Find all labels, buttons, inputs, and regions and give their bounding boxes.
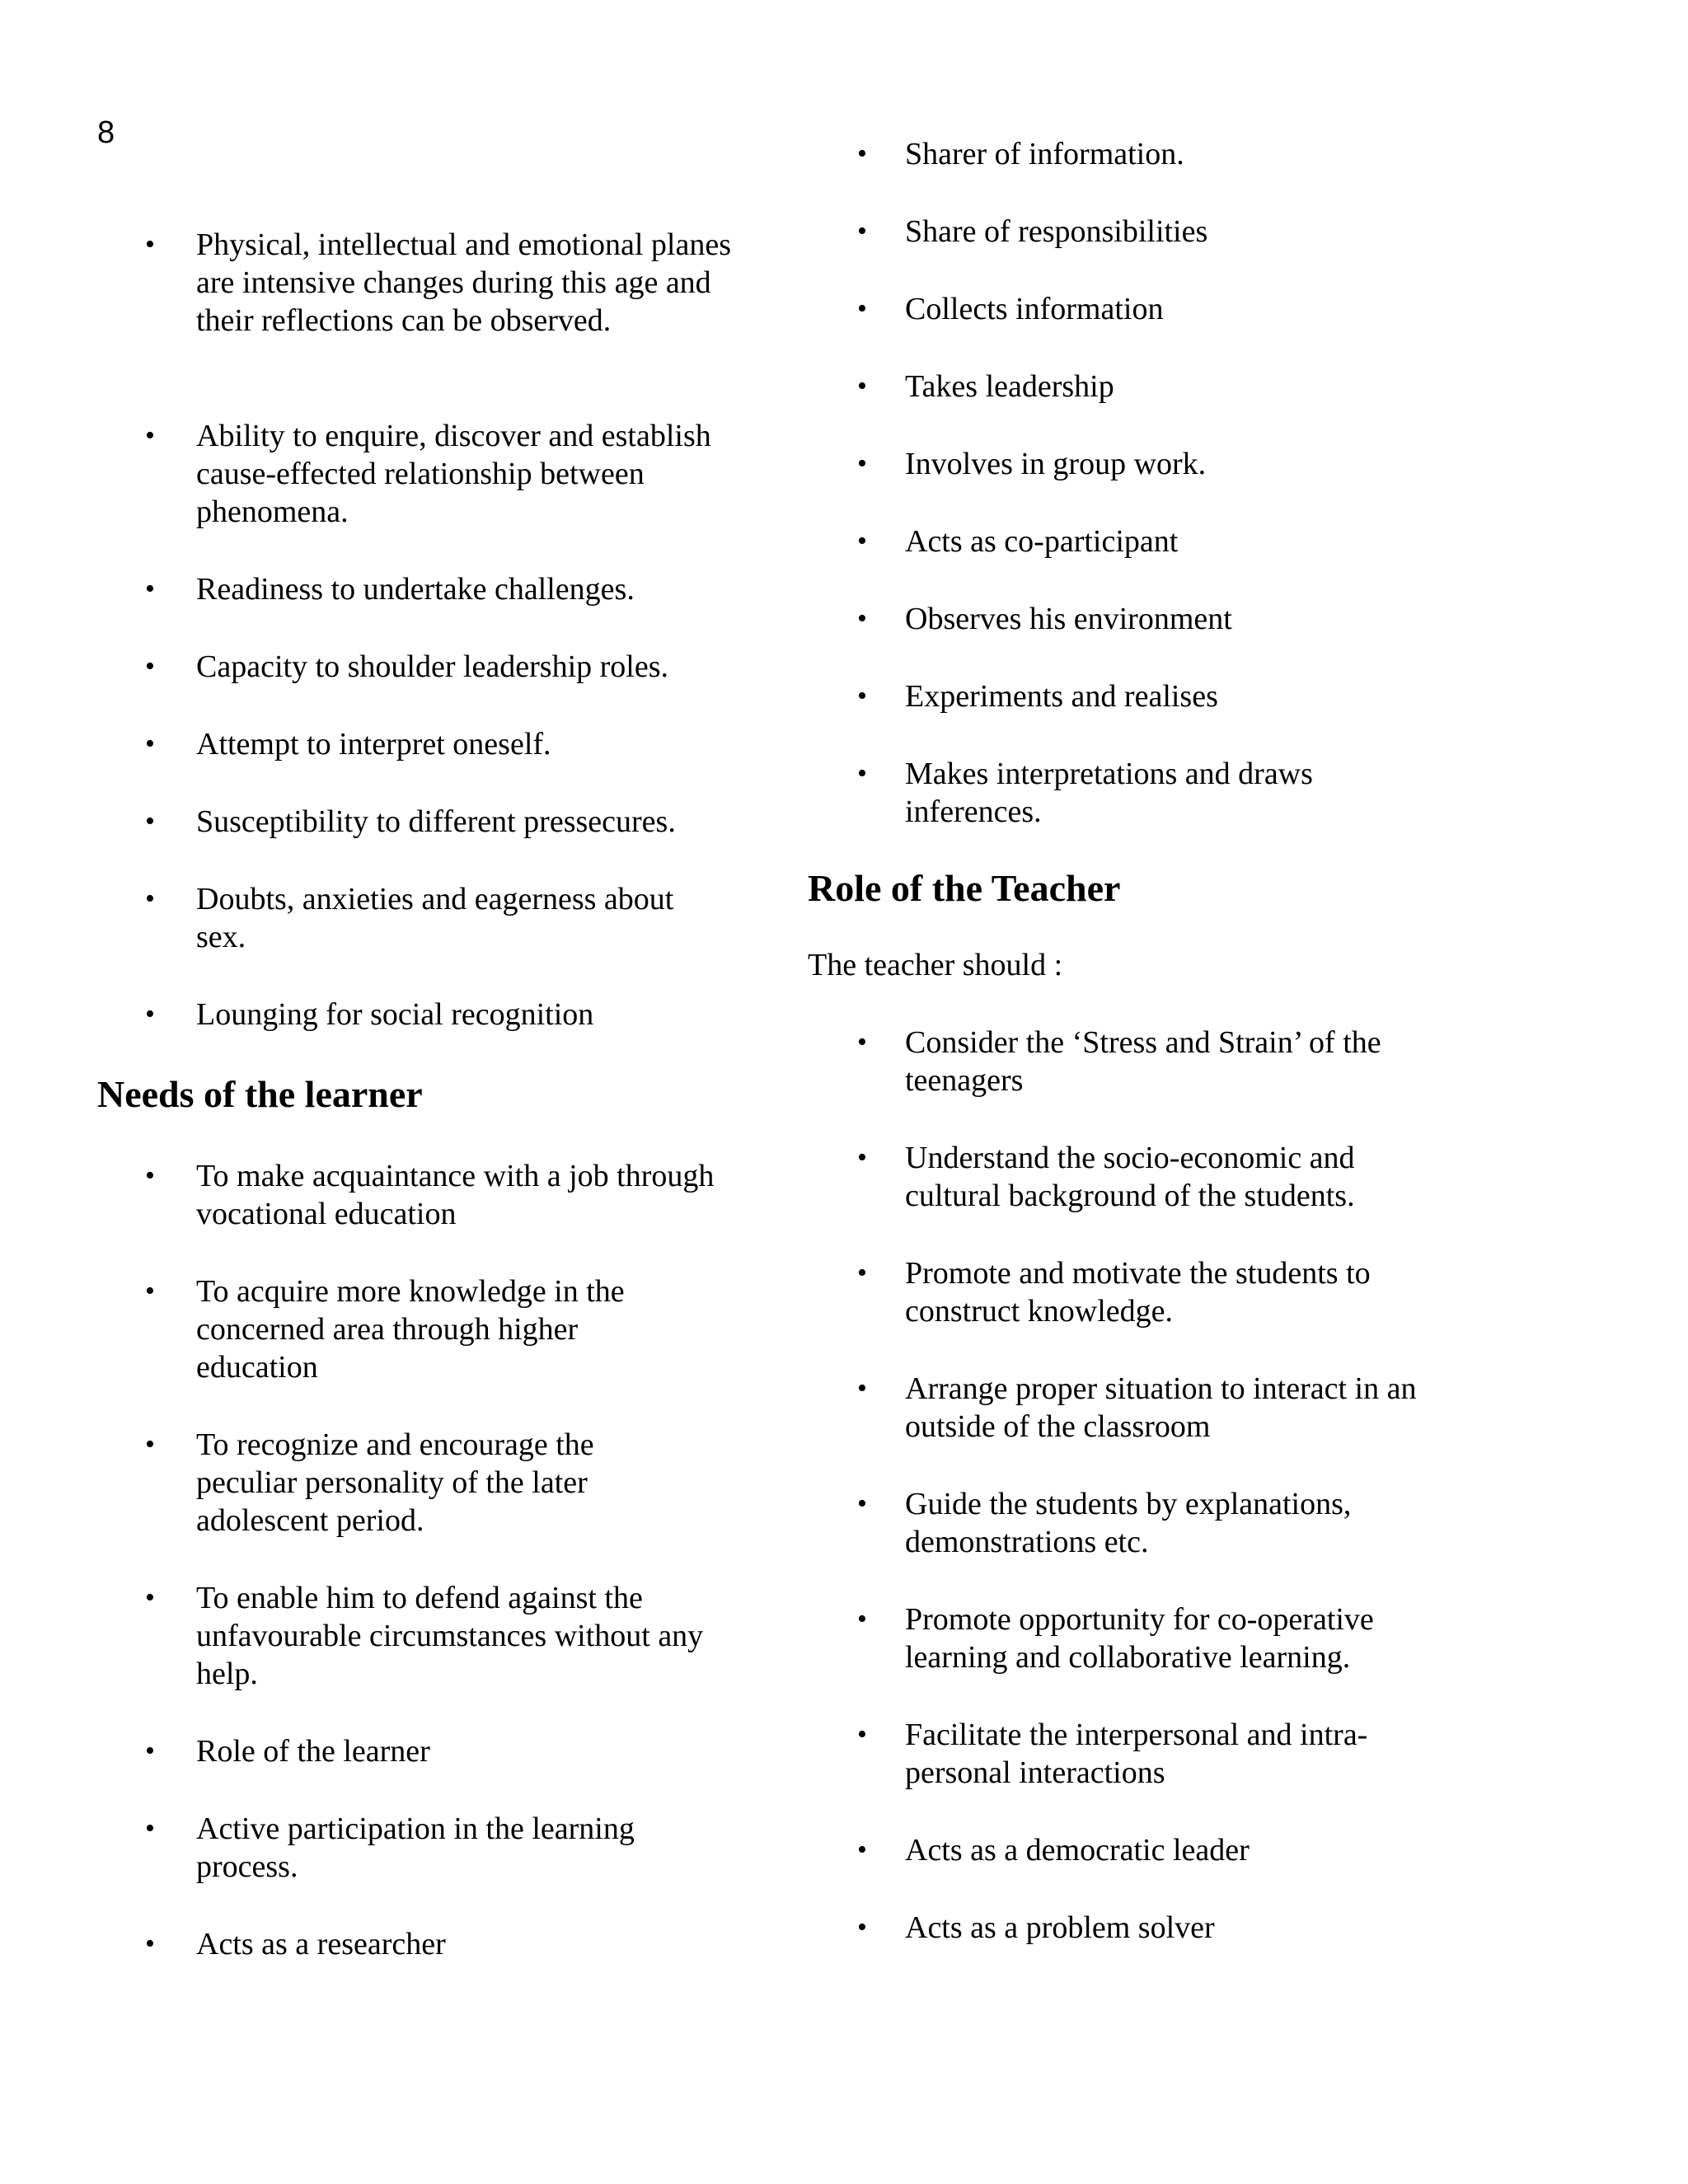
list-item: • Acts as a problem solver xyxy=(857,1910,1215,1945)
page-number: 8 xyxy=(97,115,115,150)
needs-list-5 xyxy=(97,1732,740,1810)
list-item: • Acts as a democratic leader xyxy=(857,1833,1250,1868)
bullet-icon: • xyxy=(857,216,867,246)
list-item: • Takes leadership xyxy=(857,369,1114,404)
learner-roles-list-8 xyxy=(808,677,1434,755)
list-item: • Observes his environment xyxy=(857,602,1232,636)
needs-list-7 xyxy=(97,1925,740,2003)
bullet-icon: • xyxy=(145,1929,155,1959)
bullet-icon: • xyxy=(857,1604,867,1634)
bullet-icon: • xyxy=(857,448,867,479)
bullet-icon: • xyxy=(857,603,867,634)
bullet-icon: • xyxy=(857,1142,867,1173)
bullet-icon: • xyxy=(857,1912,867,1943)
list-item: • To recognize and encourage the peculiar personality of the later adolescent period. xyxy=(145,1427,594,1538)
list-item: • To make acquaintance with a job through vocational education xyxy=(145,1159,715,1231)
teacher-roles-list-2 xyxy=(808,1139,1418,1254)
list-item: • Acts as co-participant xyxy=(857,524,1179,559)
bullet-icon: • xyxy=(857,1027,867,1057)
list-item: • Doubts, anxieties and eagerness about sex. xyxy=(145,882,674,954)
list-item: • Share of responsibilities xyxy=(857,214,1208,249)
bullet-icon: • xyxy=(145,883,155,914)
teacher-roles-list-6 xyxy=(808,1601,1434,1716)
characteristics-list-5 xyxy=(97,725,740,803)
list-item: • Active participation in the learning process. xyxy=(145,1811,635,1884)
list-item: • Susceptibility to different pressecures. xyxy=(145,804,676,839)
list-item: • Promote and motivate the students to construct knowledge. xyxy=(857,1256,1371,1329)
characteristics-list-7 xyxy=(97,880,724,996)
bullet-icon: • xyxy=(145,806,155,837)
teacher-roles-list-5 xyxy=(808,1485,1418,1601)
needs-list-6 xyxy=(97,1810,740,1925)
teacher-roles-list-9 xyxy=(808,1909,1434,1986)
learner-roles-list-5 xyxy=(808,445,1434,523)
list-item: • To enable him to defend against the unfavourable circumstances without any help. xyxy=(145,1581,704,1691)
teacher-roles-list xyxy=(808,1024,1434,1139)
learner-roles-list xyxy=(808,135,1434,213)
list-item: • Arrange proper situation to interact in an outside of the classroom xyxy=(857,1371,1417,1444)
needs-list-4 xyxy=(97,1579,740,1732)
bullet-icon: • xyxy=(145,1429,155,1460)
bullet-icon: • xyxy=(145,574,155,604)
list-item: • Capacity to shoulder leadership roles. xyxy=(145,649,669,684)
bullet-icon: • xyxy=(145,651,155,682)
list-item: • Guide the students by explanations, demonstrations etc. xyxy=(857,1487,1352,1559)
characteristics-list xyxy=(97,226,740,379)
bullet-icon: • xyxy=(145,229,155,260)
bullet-icon: • xyxy=(857,1835,867,1865)
list-item: • Collects information xyxy=(857,292,1164,326)
list-item: • Understand the socio-economic and cultural background of the students. xyxy=(857,1141,1355,1213)
list-item: • To acquire more knowledge in the concerned area through higher education xyxy=(145,1274,625,1385)
list-item: • Involves in group work. xyxy=(857,447,1207,481)
teacher-intro: The teacher should : xyxy=(808,948,1063,982)
bullet-icon: • xyxy=(857,293,867,324)
list-item: • Promote opportunity for co-operative learning and collaborative learning. xyxy=(857,1602,1374,1675)
list-item: • Ability to enquire, discover and establish cause-effected relationship between phenomena. xyxy=(145,419,711,529)
characteristics-list-6 xyxy=(97,803,740,880)
bullet-icon: • xyxy=(857,681,867,711)
learner-roles-list-7 xyxy=(808,600,1434,677)
learner-roles-list-4 xyxy=(808,368,1434,445)
teacher-roles-list-7 xyxy=(808,1716,1434,1831)
bullet-icon: • xyxy=(145,1736,155,1766)
bullet-icon: • xyxy=(145,999,155,1029)
learner-roles-list-2 xyxy=(808,213,1434,290)
list-item: • Readiness to undertake challenges. xyxy=(145,572,635,607)
teacher-heading: Role of the Teacher xyxy=(808,867,1121,909)
list-item: • Physical, intellectual and emotional planes are intensive changes during this age and their reflections can be observed. xyxy=(145,227,731,338)
bullet-icon: • xyxy=(145,1813,155,1844)
bullet-icon: • xyxy=(857,1373,867,1404)
list-item: • Consider the ‘Stress and Strain’ of the teenagers xyxy=(857,1025,1381,1098)
list-item: • Sharer of information. xyxy=(857,137,1184,171)
bullet-icon: • xyxy=(857,1488,867,1519)
bullet-icon: • xyxy=(857,371,867,401)
teacher-roles-list-8 xyxy=(808,1831,1434,1909)
bullet-icon: • xyxy=(857,758,867,789)
list-item: • Facilitate the interpersonal and intra-personal interactions xyxy=(857,1718,1368,1790)
needs-list-3 xyxy=(97,1426,691,1579)
list-item: • Experiments and realises xyxy=(857,679,1218,714)
bullet-icon: • xyxy=(145,1582,155,1613)
learner-roles-list-3 xyxy=(808,290,1434,368)
bullet-icon: • xyxy=(145,1276,155,1306)
learner-roles-list-6 xyxy=(808,523,1434,600)
list-item: • Attempt to interpret oneself. xyxy=(145,727,551,762)
characteristics-list-8 xyxy=(97,996,740,1073)
teacher-roles-list-4 xyxy=(808,1370,1434,1485)
bullet-icon: • xyxy=(145,1160,155,1191)
bullet-icon: • xyxy=(857,138,867,169)
list-item: • Role of the learner xyxy=(145,1734,430,1769)
teacher-roles-list-3 xyxy=(808,1254,1434,1370)
needs-heading: Needs of the learner xyxy=(97,1073,423,1115)
list-item: • Makes interpretations and draws inferences. xyxy=(857,757,1313,829)
bullet-icon: • xyxy=(145,729,155,759)
characteristics-list-4 xyxy=(97,648,740,725)
bullet-icon: • xyxy=(857,1719,867,1750)
characteristics-list-2 xyxy=(97,417,740,570)
list-item: • Lounging for social recognition xyxy=(145,997,594,1032)
list-item: • Acts as a researcher xyxy=(145,1927,446,1961)
learner-roles-list-9 xyxy=(808,755,1335,870)
bullet-icon: • xyxy=(145,420,155,451)
bullet-icon: • xyxy=(857,526,867,556)
bullet-icon: • xyxy=(857,1258,867,1288)
characteristics-list-3 xyxy=(97,570,740,648)
needs-list xyxy=(97,1157,732,1272)
needs-list-2 xyxy=(97,1272,691,1426)
